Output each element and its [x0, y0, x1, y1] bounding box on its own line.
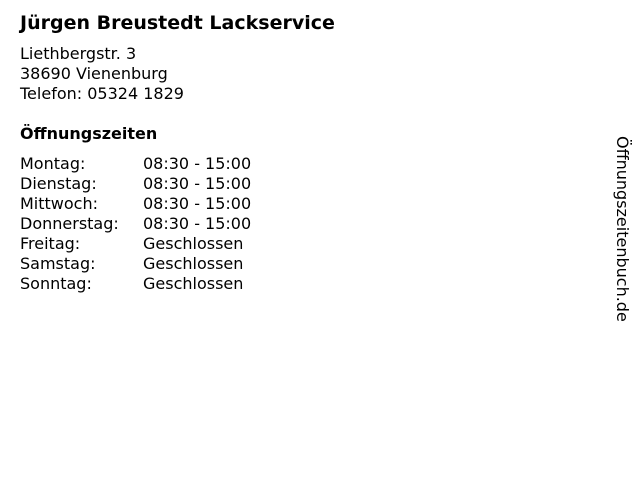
street-address: Liethbergstr. 3 [20, 44, 137, 63]
city-address: 38690 Vienenburg [20, 64, 168, 83]
hours-row-tuesday [20, 174, 251, 194]
opening-hours-table [20, 154, 251, 294]
hours-row-friday [20, 234, 251, 254]
time-value: 08:30 - 15:00 [143, 214, 252, 233]
business-name: Jürgen Breustedt Lackservice [20, 12, 335, 34]
time-value: 08:30 - 15:00 [143, 194, 252, 213]
day-label: Samstag: [20, 254, 96, 273]
address-block [20, 44, 184, 104]
day-label: Dienstag: [20, 174, 97, 193]
hours-row-saturday [20, 254, 251, 274]
site-watermark-label: Öffnungszeitenbuch.de [613, 136, 632, 322]
phone-number: Telefon: 05324 1829 [20, 84, 184, 103]
day-label: Freitag: [20, 234, 81, 253]
time-value: Geschlossen [143, 254, 244, 273]
time-value: Geschlossen [143, 274, 244, 293]
hours-row-wednesday [20, 194, 251, 214]
time-value: 08:30 - 15:00 [143, 154, 252, 173]
opening-hours-heading: Öffnungszeiten [20, 124, 158, 143]
day-label: Sonntag: [20, 274, 92, 293]
day-label: Donnerstag: [20, 214, 119, 233]
time-value: 08:30 - 15:00 [143, 174, 252, 193]
time-value: Geschlossen [143, 234, 244, 253]
hours-row-monday [20, 154, 251, 174]
day-label: Montag: [20, 154, 86, 173]
day-label: Mittwoch: [20, 194, 98, 213]
hours-row-thursday [20, 214, 251, 234]
hours-row-sunday [20, 274, 251, 294]
